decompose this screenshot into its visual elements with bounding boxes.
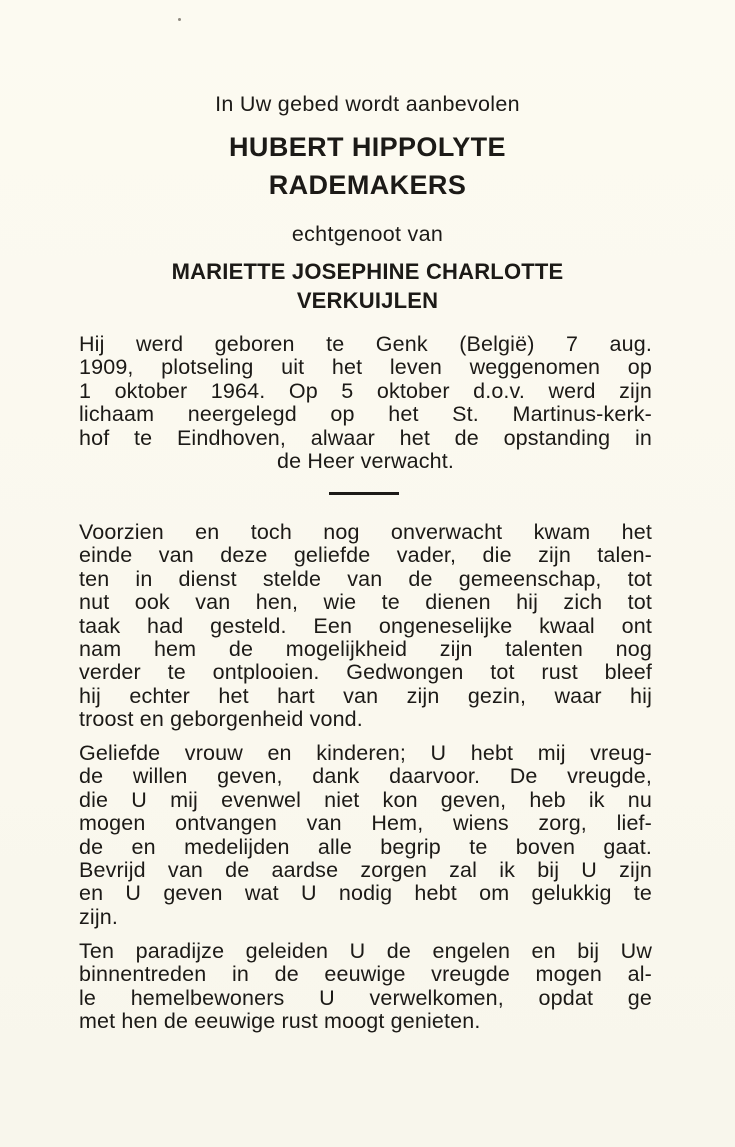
paragraph-line: verder te ontplooien. Gedwongen tot rust bleef (79, 660, 652, 685)
spouse-label: echtgenoot van (291, 222, 444, 246)
paragraph-line: Geliefde vrouw en kinderen; U hebt mij vreug- (79, 741, 652, 765)
biography-line: lichaam neergelegd op het St. Martinus-kerk- (79, 402, 652, 427)
paragraph-line: le hemelbewoners U verwelkomen, opdat ge (79, 985, 652, 1010)
paragraph-line: einde van deze geliefde vader, die zijn talen- (79, 543, 652, 568)
divider (329, 492, 399, 495)
intro-text: In Uw gebed wordt aanbevolen (215, 92, 520, 116)
paragraph-line: Ten paradijze geleiden U de engelen en bij Uw (79, 939, 652, 963)
paragraph-line: Bevrijd van de aardse zorgen zal ik bij U zijn (79, 857, 652, 882)
paragraph-line: zijn. (79, 904, 118, 929)
deceased-name-line1: HUBERT HIPPOLYTE (229, 132, 506, 162)
spouse-name-line2: VERKUIJLEN (296, 288, 439, 313)
paragraph-line: nut ook van hen, wie te dienen hij zich tot (79, 590, 652, 615)
biography (79, 333, 652, 450)
paragraph-line: mogen ontvangen van Hem, wiens zorg, lief- (79, 811, 652, 836)
paragraph-line: die U mij evenwel niet kon geven, heb ik nu (79, 787, 652, 812)
paper-speck (178, 18, 181, 21)
spouse-name-line1: MARIETTE JOSEPHINE CHARLOTTE (171, 259, 564, 284)
biography-line: Hij werd geboren te Genk (België) 7 aug. (79, 332, 652, 356)
biography-last-line: de Heer verwacht. (276, 449, 455, 473)
paragraph-line: met hen de eeuwige rust moogt genieten. (79, 1009, 481, 1034)
biography-line: 1 oktober 1964. Op 5 oktober d.o.v. werd zijn (79, 378, 652, 403)
paragraph-line: hij echter het hart van zijn gezin, waar hij (79, 683, 652, 708)
paragraph-3 (79, 940, 652, 1034)
paragraph-line: de willen geven, dank daarvoor. De vreugde, (79, 764, 652, 789)
paragraph-line: troost en geborgenheid vond. (79, 707, 363, 732)
paragraph-line: ten in dienst stelde van de gemeenschap, tot (79, 566, 652, 591)
paragraph-line: nam hem de mogelijkheid zijn talenten nog (79, 636, 652, 661)
biography-line: 1909, plotseling uit het leven weggenomen op (79, 355, 652, 380)
paragraph-line: de en medelijden alle begrip te boven gaat. (79, 834, 652, 859)
paragraph-line: Voorzien en toch nog onverwacht kwam het (79, 520, 652, 544)
paragraph-1 (79, 521, 652, 732)
paragraph-line: binnentreden in de eeuwige vreugde mogen al- (79, 962, 652, 987)
paragraph-line: taak had gesteld. Een ongeneselijke kwaal ont (79, 613, 652, 638)
deceased-name-line2: RADEMAKERS (268, 170, 467, 200)
paragraph-line: en U geven wat U nodig hebt om gelukkig te (79, 881, 652, 906)
paragraph-2 (79, 742, 652, 929)
biography-line: hof te Eindhoven, alwaar het de opstanding in (79, 425, 652, 450)
